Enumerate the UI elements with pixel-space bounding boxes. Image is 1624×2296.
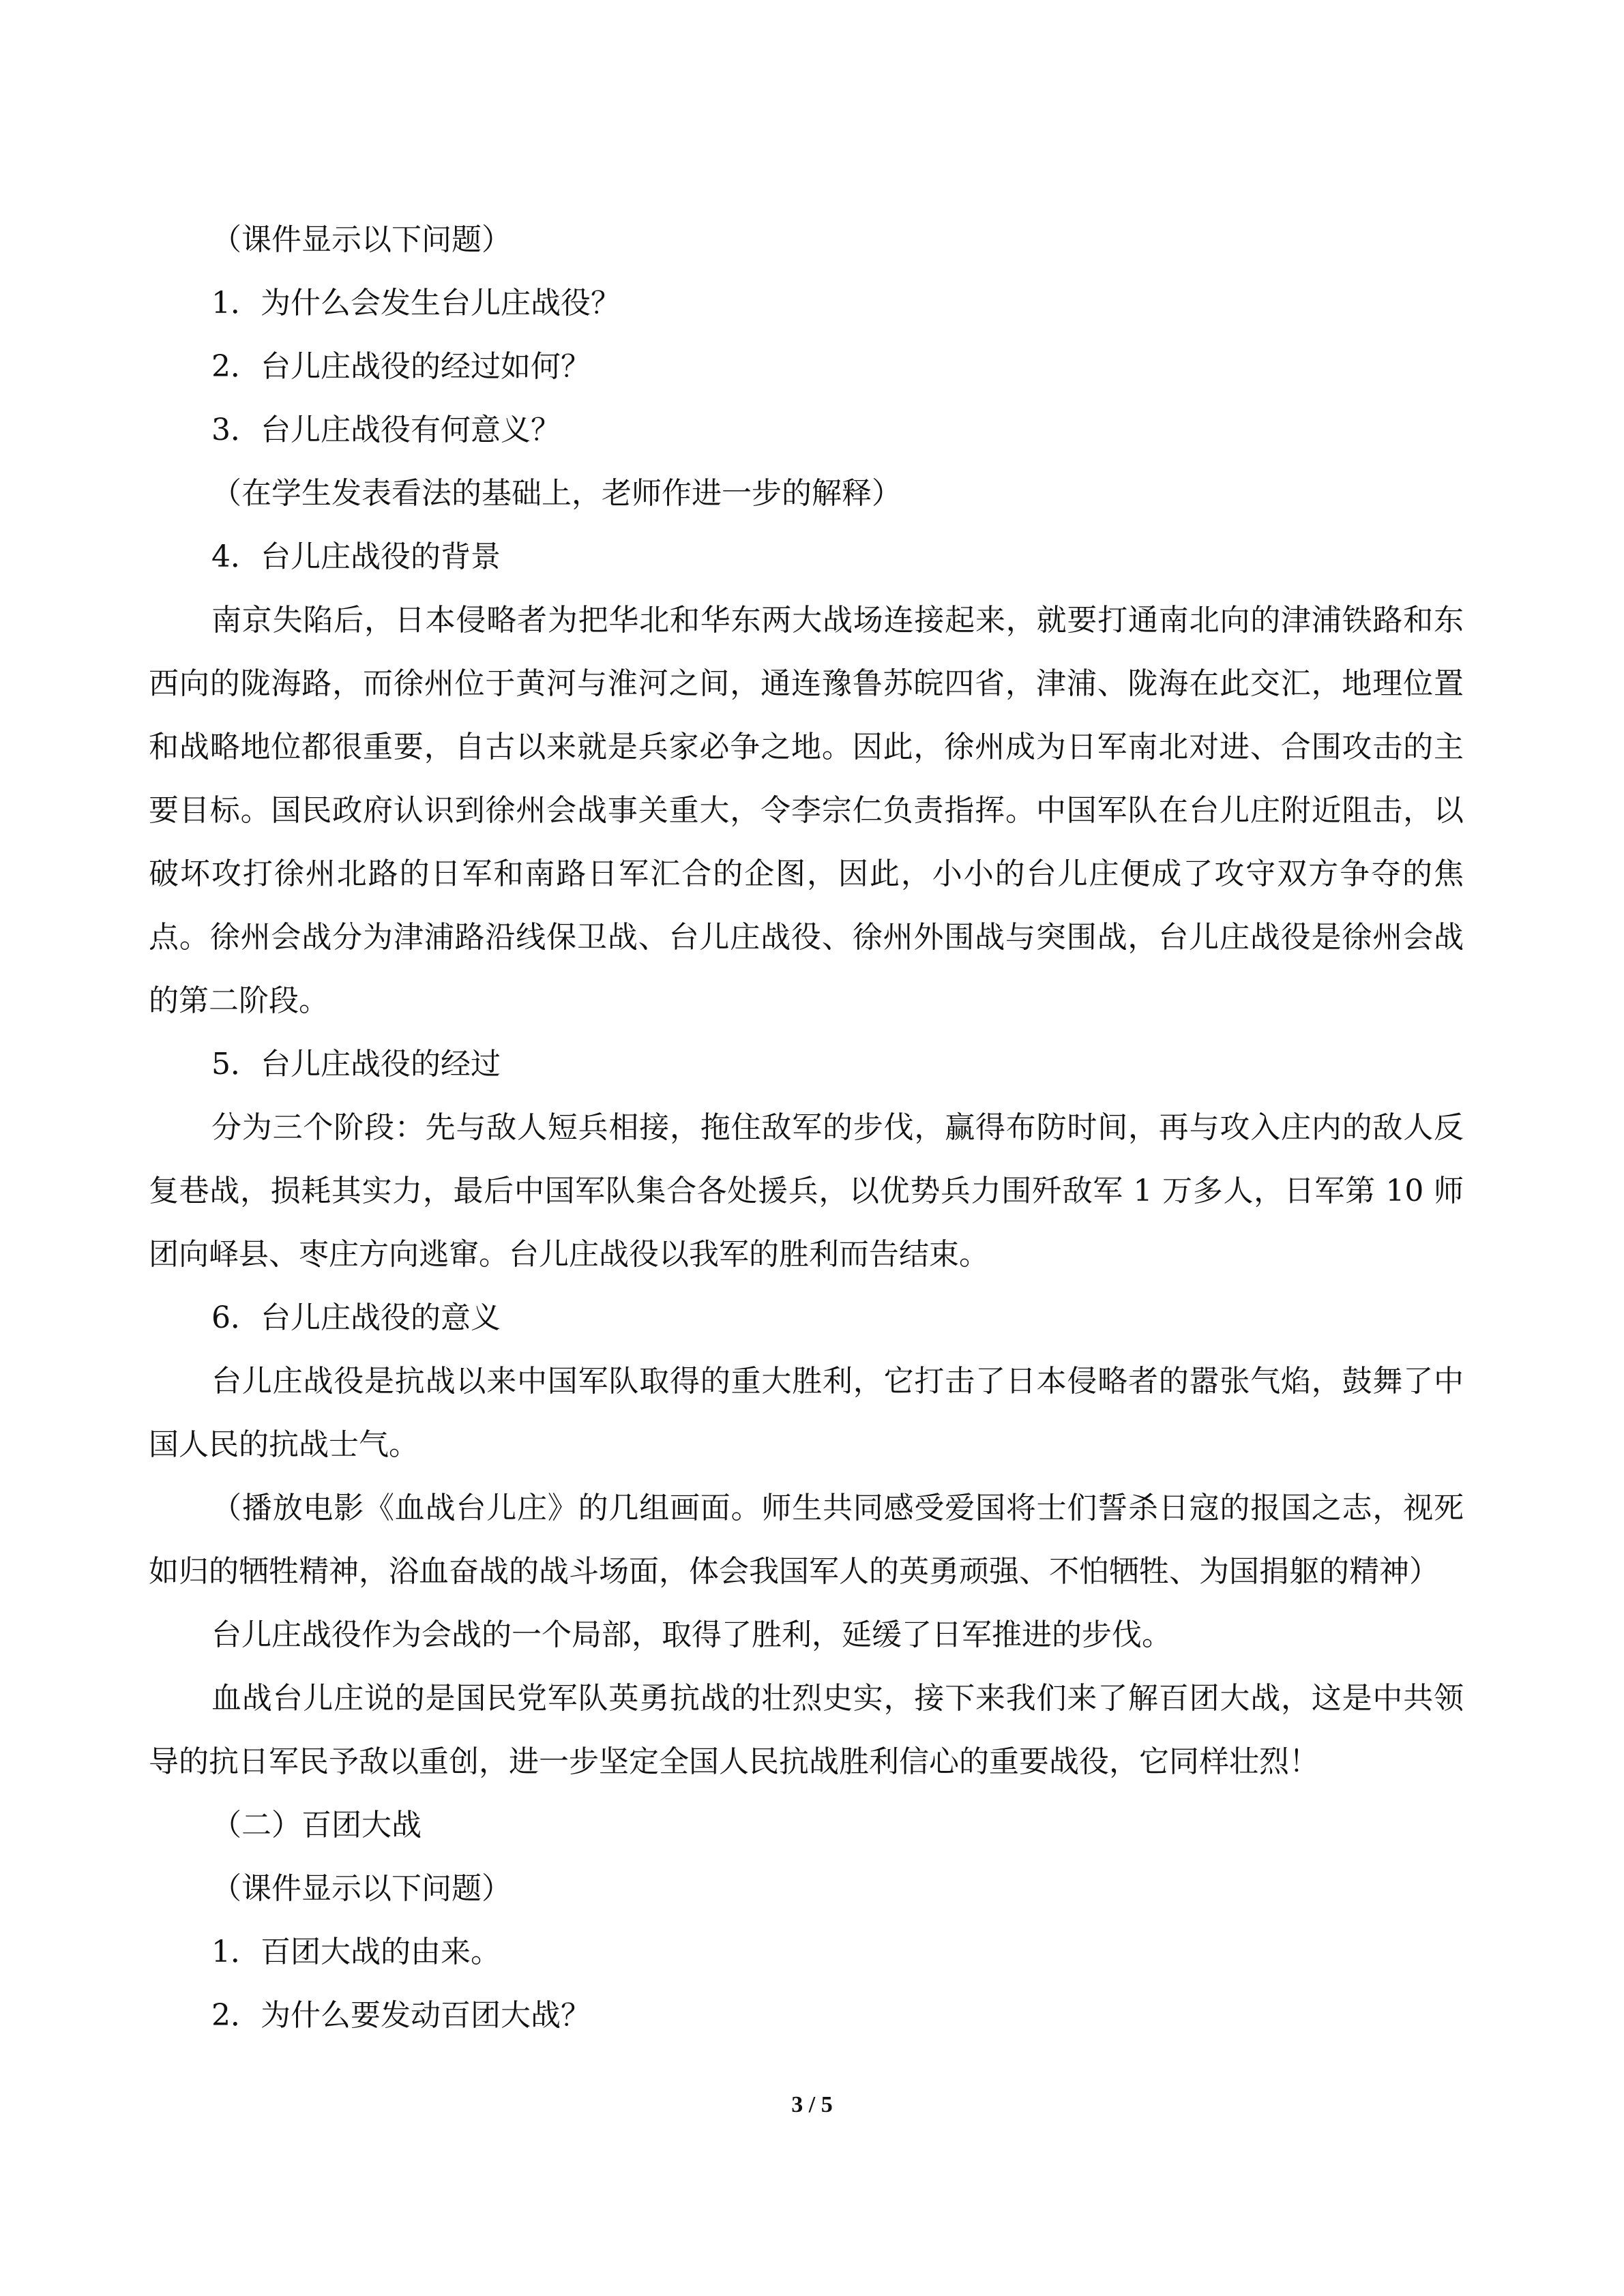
paragraph-question-1: 1．为什么会发生台儿庄战役？ — [211, 286, 621, 320]
paragraph-process-text: 分为三个阶段：先与敌人短兵相接，拖住敌军的步伐，赢得布防时间，再与攻入庄内的敌人反复巷战，损耗其实力，最后中国军队集合各处援兵，以优势兵力围歼敌军 1 万多人，日军第 10 师团向峄县、枣庄方向逃窜。台儿庄战役以我军的胜利而告结束。 — [149, 1110, 1464, 1272]
paragraph-significance-text: 台儿庄战役是抗战以来中国军队取得的重大胜利，它打击了日本侵略者的嚣张气焰，鼓舞了中国人民的抗战士气。 — [149, 1364, 1464, 1462]
paragraph-section-heading: （二）百团大战 — [211, 1808, 422, 1843]
paragraph-courseware-prompt-2: （课件显示以下问题） — [211, 1871, 512, 1906]
page-body — [149, 208, 1464, 2047]
paragraph-heading-process: 5．台儿庄战役的经过 — [211, 1047, 501, 1082]
paragraph-courseware-prompt: （课件显示以下问题） — [211, 222, 512, 257]
paragraph-summary: 台儿庄战役作为会战的一个局部，取得了胜利，延缓了日军推进的步伐。 — [211, 1617, 1172, 1652]
paragraph-transition: 血战台儿庄说的是国民党军队英勇抗战的壮烈史实，接下来我们来了解百团大战，这是中共领导的抗日军民予敌以重创，进一步坚定全国人民抗战胜利信心的重要战役，它同样壮烈！ — [149, 1681, 1464, 1779]
paragraph-hundred-regiments-q1: 1．百团大战的由来。 — [211, 1935, 501, 1969]
paragraph-question-3: 3．台儿庄战役有何意义？ — [211, 413, 561, 447]
page-number: 3 / 5 — [791, 2092, 833, 2117]
paragraph-film-note: （播放电影《血战台儿庄》的几组画面。师生共同感受爱国将士们誓杀日寇的报国之志，视死如归的牺牲精神，浴血奋战的战斗场面，体会我国军人的英勇顽强、不怕牺牲、为国捐躯的精神） — [149, 1491, 1464, 1589]
paragraph-heading-background: 4．台儿庄战役的背景 — [211, 539, 501, 574]
paragraph-teacher-note: （在学生发表看法的基础上，老师作进一步的解释） — [211, 476, 902, 511]
paragraph-question-2: 2．台儿庄战役的经过如何？ — [211, 349, 591, 384]
paragraph-heading-significance: 6．台儿庄战役的意义 — [211, 1300, 501, 1335]
paragraph-hundred-regiments-q2: 2．为什么要发动百团大战？ — [211, 1998, 591, 2033]
paragraph-background-text: 南京失陷后，日本侵略者为把华北和华东两大战场连接起来，就要打通南北向的津浦铁路和东西向的陇海路，而徐州位于黄河与淮河之间，通连豫鲁苏皖四省，津浦、陇海在此交汇，地理位置和战略地位都很重要，自古以来就是兵家必争之地。因此，徐州成为日军南北对进、合围攻击的主要目标。国民政府认识到徐州会战事关重大，令李宗仁负责指挥。中国军队在台儿庄附近阻击，以破坏攻打徐州北路的日军和南路日军汇合的企图，因此，小小的台儿庄便成了攻守双方争夺的焦点。徐州会战分为津浦路沿线保卫战、台儿庄战役、徐州外围战与突围战，台儿庄战役是徐州会战的第二阶段。 — [149, 603, 1464, 1018]
